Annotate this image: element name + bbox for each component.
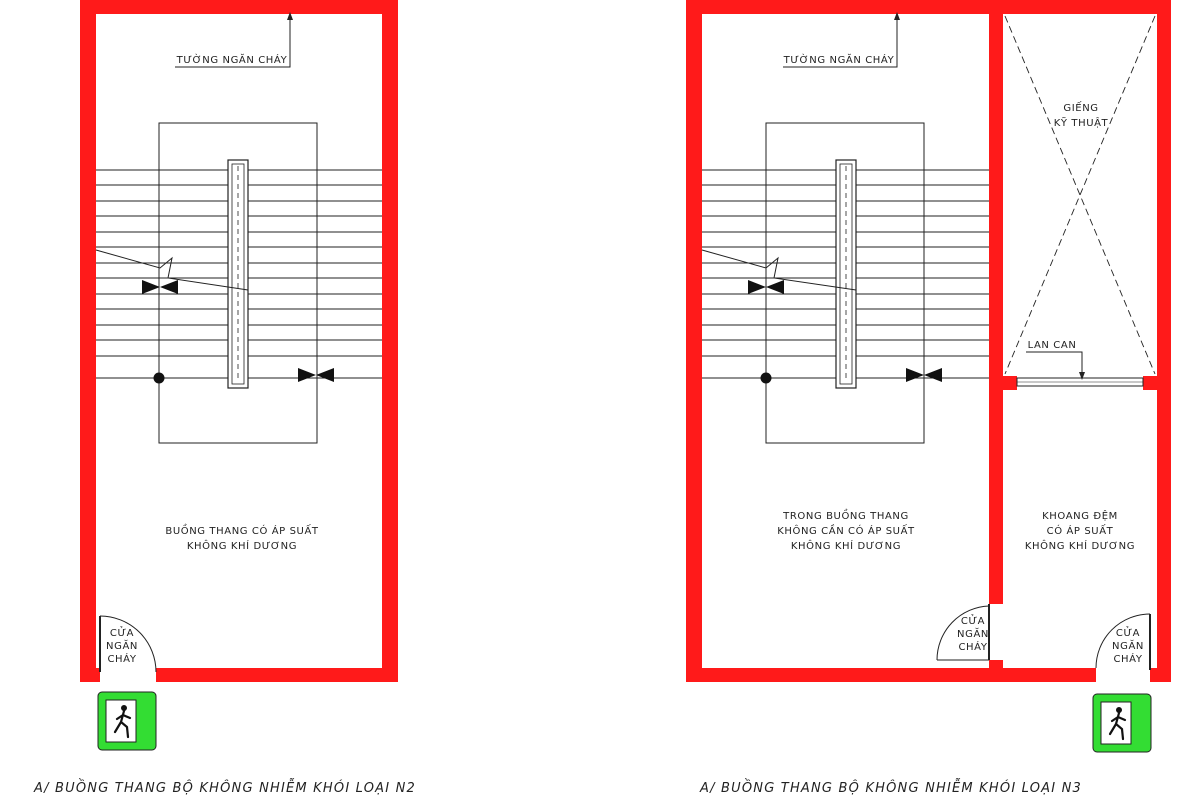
wall-label-text: TƯỜNG NGĂN CHÁY [176,55,288,66]
caption-n3: A/ BUỒNG THANG BỘ KHÔNG NHIỄM KHÓI LOẠI N3 [700,781,1083,796]
fire-door-n3-inner [937,604,989,660]
caption-n2: A/ BUỒNG THANG BỘ KHÔNG NHIỄM KHÓI LOẠI N2 [34,781,417,796]
left-wall [80,0,96,682]
plan-n2 [33,0,416,796]
outer-door-label-line2: NGĂN [1112,641,1144,652]
door-label-n2-line2: NGĂN [106,641,138,652]
left-wall [686,0,702,682]
handrail-n3 [836,160,856,388]
railing-post-left [1003,376,1017,390]
top-wall [686,0,1171,14]
door-label-n2-line1: CỬA [109,628,135,639]
inner-door-label-line3: CHÁY [958,642,988,653]
bottom-wall-stub [80,668,100,682]
inner-door-label-line1: CỬA [960,616,986,627]
handrail-n2 [228,160,248,388]
right-wall [382,0,398,682]
shaft-label-line1: GIẾNG [1063,103,1099,114]
vestibule-label-line2: CÓ ÁP SUẤT [1046,526,1114,537]
outer-door-label-line1: CỬA [1115,628,1141,639]
partition-wall [989,0,1003,604]
vestibule-label-line1: KHOANG ĐỆM [1042,511,1118,522]
technical-shaft [1003,16,1157,374]
outer-door-label-line3: CHÁY [1113,654,1143,665]
room-label-n3-line2: KHÔNG CẦN CÓ ÁP SUẤT [777,526,915,537]
room-label-n2-line1: BUỒNG THANG CÓ ÁP SUẤT [165,526,319,537]
direction-marker-n2-b [298,368,334,382]
door-label-n2-line3: CHÁY [107,654,137,665]
railing [1017,340,1143,386]
railing-post-right [1143,376,1157,390]
bottom-wall [156,668,398,682]
inner-door-label-line2: NGĂN [957,629,989,640]
top-wall [80,0,398,14]
wall-label-n3 [783,12,900,67]
bottom-wall [686,668,1096,682]
room-label-n2-line2: KHÔNG KHÍ DƯƠNG [186,541,298,552]
running-man-exit-icon [98,692,156,750]
fire-door-n2 [100,616,156,672]
railing-label: LAN CAN [1027,340,1077,351]
bottom-wall-stub [1150,668,1171,682]
vestibule-label-line3: KHÔNG KHÍ DƯƠNG [1024,541,1136,552]
fire-door-n3-outer [1096,614,1150,670]
wall-label-text: TƯỜNG NGĂN CHÁY [783,55,895,66]
running-man-exit-icon [1093,694,1151,752]
start-dot-n2 [154,373,165,384]
start-dot-n3 [761,373,772,384]
room-label-n3-line3: KHÔNG KHÍ DƯƠNG [790,541,902,552]
plan-n3 [686,0,1171,796]
wall-label-n2 [175,12,293,67]
right-wall [1157,0,1171,682]
direction-marker-n2-a [142,280,178,294]
shaft-label-line2: KỸ THUẬT [1053,118,1109,129]
room-label-n3-line1: TRONG BUỒNG THANG [783,511,909,522]
